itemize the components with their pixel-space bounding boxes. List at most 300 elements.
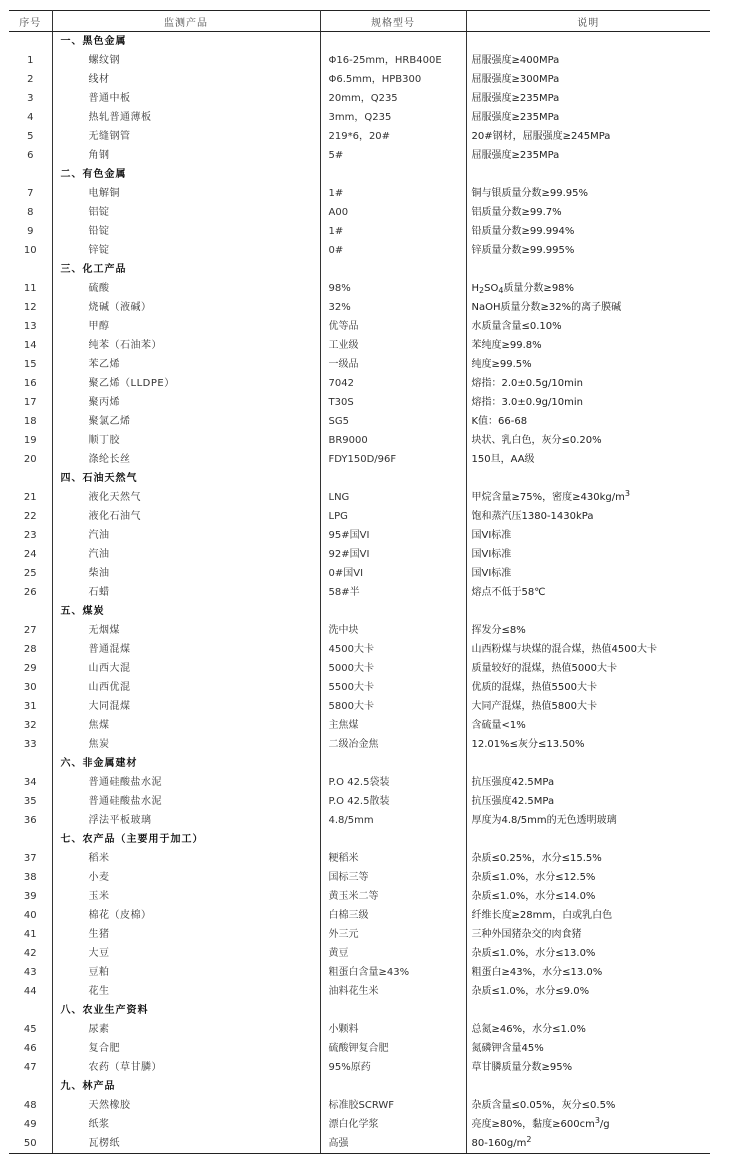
- row-number: 42: [23, 948, 37, 959]
- product-description: 苯纯度≥99.8%: [471, 340, 542, 351]
- category-row: [9, 165, 710, 184]
- row-number: 39: [23, 891, 37, 902]
- product-name: 豆粕: [52, 963, 320, 982]
- product-spec: 标准胶SCRWF: [320, 1096, 466, 1115]
- category-name: 六、非金属建材: [52, 754, 320, 773]
- product-description: 杂质≤1.0%，水分≤9.0%: [471, 986, 590, 997]
- product-monitoring-table: [9, 10, 710, 1154]
- product-name: 生猪: [52, 925, 320, 944]
- product-name: 烧碱（液碱）: [52, 298, 320, 317]
- product-spec: 1#: [320, 184, 466, 203]
- row-number: 13: [23, 321, 37, 332]
- product-spec: 4.8/5mm: [320, 811, 466, 830]
- row-number: 14: [23, 340, 37, 351]
- product-name: 电解铜: [52, 184, 320, 203]
- table-row: [9, 1058, 710, 1077]
- product-spec: 高强: [320, 1134, 466, 1154]
- product-spec: 1#: [320, 222, 466, 241]
- category-row: [9, 260, 710, 279]
- category-no-cell: [9, 602, 52, 621]
- product-name: 顺丁胶: [52, 431, 320, 450]
- product-name: 涤纶长丝: [52, 450, 320, 469]
- category-no-cell: [9, 469, 52, 488]
- table-body: [9, 32, 710, 1154]
- product-description: 粗蛋白≥43%，水分≤13.0%: [471, 967, 603, 978]
- product-spec: 5500大卡: [320, 678, 466, 697]
- product-name: 锌锭: [52, 241, 320, 260]
- product-name: 线材: [52, 70, 320, 89]
- row-number: 32: [23, 720, 37, 731]
- product-description: 屈服强度≥235MPa: [471, 112, 560, 123]
- table-row: [9, 697, 710, 716]
- table-row: [9, 925, 710, 944]
- row-number: 30: [23, 682, 37, 693]
- row-number: 45: [23, 1024, 37, 1035]
- product-name: 浮法平板玻璃: [52, 811, 320, 830]
- row-number: 49: [23, 1119, 37, 1130]
- product-description: 铅质量分数≥99.994%: [471, 226, 575, 237]
- product-name: 玉米: [52, 887, 320, 906]
- table-row: [9, 1020, 710, 1039]
- category-no-cell: [9, 1001, 52, 1020]
- table-row: [9, 564, 710, 583]
- product-name: 甲醇: [52, 317, 320, 336]
- row-number: 9: [27, 226, 34, 237]
- row-number: 29: [23, 663, 37, 674]
- row-number: 40: [23, 910, 37, 921]
- table-row: [9, 621, 710, 640]
- product-spec: 小颗料: [320, 1020, 466, 1039]
- row-number: 23: [23, 530, 37, 541]
- product-name: 苯乙烯: [52, 355, 320, 374]
- product-description: 大同产混煤，热值5800大卡: [471, 701, 597, 712]
- product-description: 国VI标准: [471, 549, 512, 560]
- table-row: [9, 431, 710, 450]
- product-name: 纯苯（石油苯）: [52, 336, 320, 355]
- category-name: 八、农业生产资料: [52, 1001, 320, 1020]
- product-description: 杂质≤1.0%，水分≤13.0%: [471, 948, 596, 959]
- product-description: 纤维长度≥28mm，白或乳白色: [471, 910, 613, 921]
- table-row: [9, 450, 710, 469]
- row-number: 7: [27, 188, 34, 199]
- product-name: 瓦楞纸: [52, 1134, 320, 1154]
- row-number: 37: [23, 853, 37, 864]
- product-spec: 二级冶金焦: [320, 735, 466, 754]
- product-description: 三种外国猪杂交的肉食猪: [471, 929, 582, 940]
- category-row: [9, 754, 710, 773]
- product-description: 屈服强度≥400MPa: [471, 55, 560, 66]
- product-spec: 粗蛋白含量≥43%: [320, 963, 466, 982]
- product-spec: 黄玉米二等: [320, 887, 466, 906]
- category-row: [9, 602, 710, 621]
- row-number: 10: [23, 245, 37, 256]
- header-no: 序号: [9, 11, 52, 32]
- product-name: 铅锭: [52, 222, 320, 241]
- row-number: 2: [27, 74, 34, 85]
- product-description: 总氮≥46%，水分≤1.0%: [471, 1024, 586, 1035]
- product-spec: 工业级: [320, 336, 466, 355]
- category-desc-cell: [466, 260, 710, 279]
- product-description: $80-160g/m^2$: [466, 1134, 710, 1154]
- product-name: 复合肥: [52, 1039, 320, 1058]
- category-desc-cell: [466, 830, 710, 849]
- product-spec: 黄豆: [320, 944, 466, 963]
- product-spec: 7042: [320, 374, 466, 393]
- product-description: 含硫量<1%: [471, 720, 526, 731]
- product-description: 熔指：2.0±0.5g/10min: [471, 378, 583, 389]
- product-spec: 洗中块: [320, 621, 466, 640]
- row-number: 5: [27, 131, 34, 142]
- row-number: 17: [23, 397, 37, 408]
- product-name: 液化石油气: [52, 507, 320, 526]
- category-name: 七、农产品（主要用于加工）: [52, 830, 320, 849]
- table-row: [9, 355, 710, 374]
- table-row: [9, 906, 710, 925]
- category-spec-cell: [320, 260, 466, 279]
- product-description: 150旦，AA级: [471, 454, 535, 465]
- product-name: 普通硅酸盐水泥: [52, 773, 320, 792]
- row-number: 43: [23, 967, 37, 978]
- product-name: 硫酸: [52, 279, 320, 298]
- row-number: 15: [23, 359, 37, 370]
- product-description: 国VI标准: [471, 568, 512, 579]
- product-description: 抗压强度42.5MPa: [471, 777, 555, 788]
- table-row: [9, 1134, 710, 1154]
- product-spec: 一级品: [320, 355, 466, 374]
- product-spec: 219*6，20#: [320, 127, 466, 146]
- product-description: 屈服强度≥300MPa: [471, 74, 560, 85]
- product-description: K值：66-68: [471, 416, 528, 427]
- table-row: [9, 640, 710, 659]
- table-row: [9, 51, 710, 70]
- row-number: 24: [23, 549, 37, 560]
- product-name: 石蜡: [52, 583, 320, 602]
- row-number: 3: [27, 93, 34, 104]
- product-spec: 漂白化学浆: [320, 1115, 466, 1134]
- table-row: [9, 1115, 710, 1134]
- product-description: 杂质含量≤0.05%，灰分≤0.5%: [471, 1100, 616, 1111]
- category-desc-cell: [466, 602, 710, 621]
- product-spec: 油料花生米: [320, 982, 466, 1001]
- product-spec: 5#: [320, 146, 466, 165]
- row-number: 41: [23, 929, 37, 940]
- category-desc-cell: [466, 32, 710, 52]
- table-row: [9, 507, 710, 526]
- table-header: [9, 11, 710, 32]
- category-name: 三、化工产品: [52, 260, 320, 279]
- product-description: 草甘膦质量分数≥95%: [471, 1062, 573, 1073]
- product-name: 无烟煤: [52, 621, 320, 640]
- product-name: 普通硅酸盐水泥: [52, 792, 320, 811]
- row-number: 50: [9, 1134, 52, 1154]
- table-row: [9, 963, 710, 982]
- product-name: 螺纹钢: [52, 51, 320, 70]
- product-name: 柴油: [52, 564, 320, 583]
- product-spec: Φ16-25mm，HRB400E: [320, 51, 466, 70]
- row-number: 44: [23, 986, 37, 997]
- product-spec: 白棉三级: [320, 906, 466, 925]
- category-spec-cell: [320, 32, 466, 52]
- product-spec: FDY150D/96F: [320, 450, 466, 469]
- row-number: 33: [23, 739, 37, 750]
- product-name: 棉花（皮棉）: [52, 906, 320, 925]
- product-name: 焦炭: [52, 735, 320, 754]
- product-spec: 优等品: [320, 317, 466, 336]
- product-description: 20#钢材，屈服强度≥245MPa: [471, 131, 611, 142]
- category-name: 一、黑色金属: [52, 32, 320, 52]
- table-row: [9, 70, 710, 89]
- product-spec: 95#国VI: [320, 526, 466, 545]
- category-name: 二、有色金属: [52, 165, 320, 184]
- row-number: 34: [23, 777, 37, 788]
- product-description: 国VI标准: [471, 530, 512, 541]
- table-row: [9, 678, 710, 697]
- table-row: [9, 279, 710, 298]
- product-description: 熔指：3.0±0.9g/10min: [471, 397, 583, 408]
- product-spec: 0#: [320, 241, 466, 260]
- product-name: 角钢: [52, 146, 320, 165]
- product-spec: 92#国VI: [320, 545, 466, 564]
- product-description: 杂质≤1.0%，水分≤14.0%: [471, 891, 596, 902]
- product-spec: 58#半: [320, 583, 466, 602]
- product-name: 山西优混: [52, 678, 320, 697]
- category-desc-cell: [466, 754, 710, 773]
- product-spec: BR9000: [320, 431, 466, 450]
- category-name: 九、林产品: [52, 1077, 320, 1096]
- product-description: 杂质≤0.25%，水分≤15.5%: [471, 853, 602, 864]
- table-row: [9, 849, 710, 868]
- row-number: 11: [23, 283, 37, 294]
- header-spec: 规格型号: [320, 11, 466, 32]
- product-name: 天然橡胶: [52, 1096, 320, 1115]
- product-description: 熔点不低于58℃: [471, 587, 546, 598]
- category-desc-cell: [466, 1001, 710, 1020]
- table-row: [9, 583, 710, 602]
- row-number: 35: [23, 796, 37, 807]
- category-desc-cell: [466, 469, 710, 488]
- product-name: 普通中板: [52, 89, 320, 108]
- row-number: 48: [23, 1100, 37, 1111]
- product-spec: 20mm，Q235: [320, 89, 466, 108]
- category-spec-cell: [320, 1001, 466, 1020]
- product-spec: 4500大卡: [320, 640, 466, 659]
- product-description: 优质的混煤，热值5500大卡: [471, 682, 597, 693]
- table-row: [9, 792, 710, 811]
- product-description: 质量较好的混煤，热值5000大卡: [471, 663, 617, 674]
- category-spec-cell: [320, 1077, 466, 1096]
- product-spec: A00: [320, 203, 466, 222]
- product-spec: 0#国VI: [320, 564, 466, 583]
- row-number: 12: [23, 302, 37, 313]
- product-spec: 主焦煤: [320, 716, 466, 735]
- product-description: 抗压强度42.5MPa: [471, 796, 555, 807]
- product-spec: LNG: [320, 488, 466, 507]
- product-name: 聚丙烯: [52, 393, 320, 412]
- row-number: 22: [23, 511, 37, 522]
- product-name: 热轧普通薄板: [52, 108, 320, 127]
- product-spec: 98%: [320, 279, 466, 298]
- product-description: $H_2SO_4$质量分数≥98%: [471, 283, 575, 295]
- table-row: [9, 545, 710, 564]
- row-number: 16: [23, 378, 37, 389]
- product-description: 杂质≤1.0%，水分≤12.5%: [471, 872, 596, 883]
- category-name: 四、石油天然气: [52, 469, 320, 488]
- product-description: 氮磷钾含量45%: [471, 1043, 544, 1054]
- table-row: [9, 317, 710, 336]
- product-description: 厚度为4.8/5mm的无色透明玻璃: [471, 815, 617, 826]
- product-name: 液化天然气: [52, 488, 320, 507]
- category-spec-cell: [320, 602, 466, 621]
- product-spec: 3mm，Q235: [320, 108, 466, 127]
- table-row: [9, 659, 710, 678]
- product-description: 山西粉煤与块煤的混合煤，热值4500大卡: [471, 644, 657, 655]
- table-row: [9, 374, 710, 393]
- table-row: [9, 412, 710, 431]
- category-row: [9, 1001, 710, 1020]
- category-row: [9, 469, 710, 488]
- table-row: [9, 1096, 710, 1115]
- product-description: 铝质量分数≥99.7%: [471, 207, 562, 218]
- row-number: 26: [23, 587, 37, 598]
- category-no-cell: [9, 165, 52, 184]
- product-spec: 国标三等: [320, 868, 466, 887]
- table-row: [9, 868, 710, 887]
- product-name: 小麦: [52, 868, 320, 887]
- product-spec: 5800大卡: [320, 697, 466, 716]
- table-row: [9, 393, 710, 412]
- product-description: 块状、乳白色，灰分≤0.20%: [471, 435, 602, 446]
- category-spec-cell: [320, 754, 466, 773]
- category-no-cell: [9, 260, 52, 279]
- product-spec: T30S: [320, 393, 466, 412]
- row-number: 21: [23, 492, 37, 503]
- category-row: [9, 32, 710, 52]
- row-number: 1: [27, 55, 34, 66]
- table-row: [9, 127, 710, 146]
- table-row: [9, 89, 710, 108]
- product-spec: 外三元: [320, 925, 466, 944]
- product-description: NaOH质量分数≥32%的离子膜碱: [471, 302, 622, 313]
- table-row: [9, 298, 710, 317]
- product-description: 屈服强度≥235MPa: [471, 93, 560, 104]
- product-spec: 95%原药: [320, 1058, 466, 1077]
- product-description: 甲烷含量≥75%，密度$\ge 430kg/m^3$: [471, 489, 630, 503]
- table-row: [9, 184, 710, 203]
- row-number: 25: [23, 568, 37, 579]
- product-name: 纸浆: [52, 1115, 320, 1134]
- row-number: 38: [23, 872, 37, 883]
- product-name: 尿素: [52, 1020, 320, 1039]
- table-row: [9, 982, 710, 1001]
- product-name: 焦煤: [52, 716, 320, 735]
- table-row: [9, 716, 710, 735]
- product-name: 无缝钢管: [52, 127, 320, 146]
- row-number: 47: [23, 1062, 37, 1073]
- product-spec: 32%: [320, 298, 466, 317]
- table-row: [9, 488, 710, 507]
- row-number: 20: [23, 454, 37, 465]
- table-row: [9, 222, 710, 241]
- row-number: 8: [27, 207, 34, 218]
- category-row: [9, 1077, 710, 1096]
- row-number: 46: [23, 1043, 37, 1054]
- product-name: 聚乙烯（LLDPE）: [52, 374, 320, 393]
- row-number: 28: [23, 644, 37, 655]
- product-description: 屈服强度≥235MPa: [471, 150, 560, 161]
- product-name: 大同混煤: [52, 697, 320, 716]
- table-row: [9, 108, 710, 127]
- row-number: 31: [23, 701, 37, 712]
- table-row: [9, 773, 710, 792]
- product-spec: SG5: [320, 412, 466, 431]
- row-number: 36: [23, 815, 37, 826]
- product-description: 锌质量分数≥99.995%: [471, 245, 575, 256]
- category-row: [9, 830, 710, 849]
- category-no-cell: [9, 1077, 52, 1096]
- product-spec: P.O 42.5散装: [320, 792, 466, 811]
- product-name: 普通混煤: [52, 640, 320, 659]
- table-row: [9, 146, 710, 165]
- product-description: 饱和蒸汽压1380-1430kPa: [471, 511, 594, 522]
- header-desc: 说明: [466, 11, 710, 32]
- table-row: [9, 526, 710, 545]
- category-spec-cell: [320, 830, 466, 849]
- table-row: [9, 944, 710, 963]
- product-name: 聚氯乙烯: [52, 412, 320, 431]
- table-row: [9, 1039, 710, 1058]
- category-desc-cell: [466, 1077, 710, 1096]
- product-description: 水质量含量≤0.10%: [471, 321, 562, 332]
- product-name: 汽油: [52, 545, 320, 564]
- product-description: 亮度≥80%，黏度$\ge 600cm^3/g$: [471, 1116, 610, 1130]
- product-name: 稻米: [52, 849, 320, 868]
- product-description: 纯度≥99.5%: [471, 359, 532, 370]
- row-number: 27: [23, 625, 37, 636]
- table-row: [9, 241, 710, 260]
- category-desc-cell: [466, 165, 710, 184]
- category-no-cell: [9, 32, 52, 52]
- product-spec: 硫酸钾复合肥: [320, 1039, 466, 1058]
- table-row: [9, 735, 710, 754]
- product-description: 12.01%≤灰分≤13.50%: [471, 739, 585, 750]
- category-name: 五、煤炭: [52, 602, 320, 621]
- row-number: 18: [23, 416, 37, 427]
- header-row: [9, 11, 710, 32]
- product-spec: 粳稻米: [320, 849, 466, 868]
- row-number: 19: [23, 435, 37, 446]
- category-no-cell: [9, 830, 52, 849]
- table-row: [9, 811, 710, 830]
- table-row: [9, 336, 710, 355]
- product-description: 挥发分≤8%: [471, 625, 526, 636]
- category-no-cell: [9, 754, 52, 773]
- table-row: [9, 887, 710, 906]
- row-number: 6: [27, 150, 34, 161]
- product-spec: Φ6.5mm，HPB300: [320, 70, 466, 89]
- product-name: 农药（草甘膦）: [52, 1058, 320, 1077]
- product-name: 汽油: [52, 526, 320, 545]
- product-name: 铝锭: [52, 203, 320, 222]
- table-row: [9, 203, 710, 222]
- product-name: 大豆: [52, 944, 320, 963]
- product-spec: LPG: [320, 507, 466, 526]
- category-spec-cell: [320, 165, 466, 184]
- product-description: 铜与银质量分数≥99.95%: [471, 188, 589, 199]
- product-spec: P.O 42.5袋装: [320, 773, 466, 792]
- product-spec: 5000大卡: [320, 659, 466, 678]
- category-spec-cell: [320, 469, 466, 488]
- product-name: 花生: [52, 982, 320, 1001]
